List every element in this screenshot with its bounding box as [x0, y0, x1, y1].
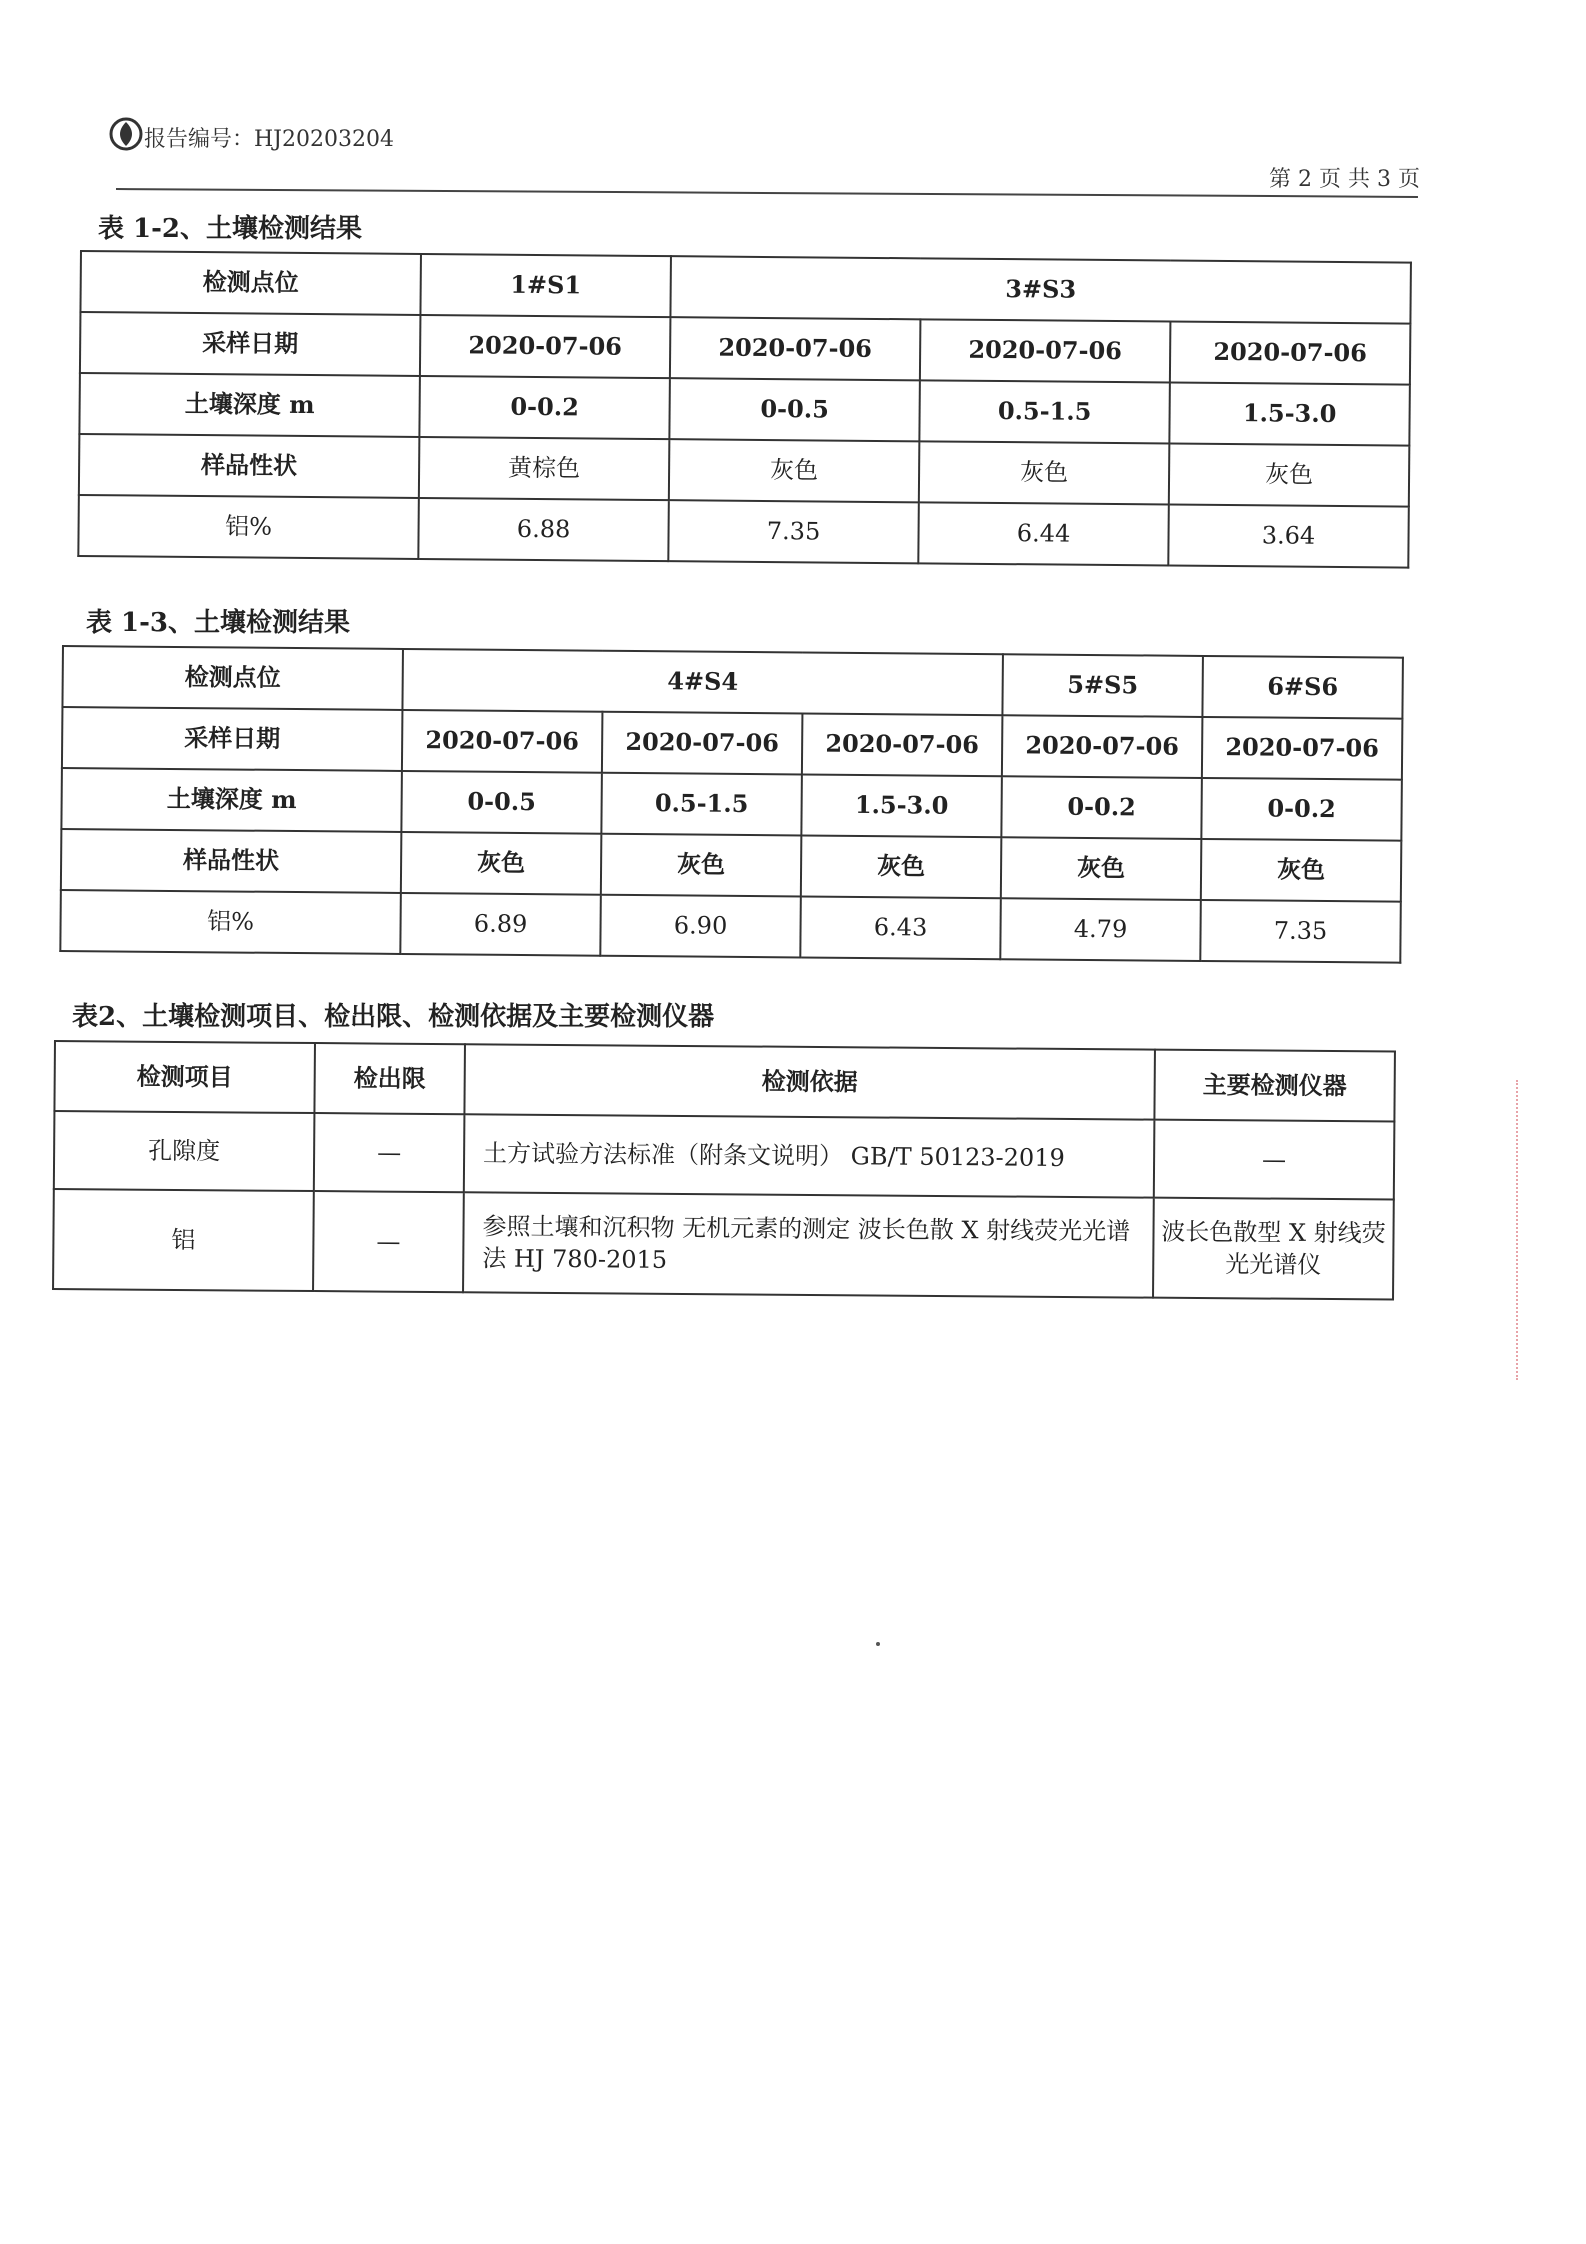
method-cell: 土方试验方法标准（附条文说明） GB/T 50123-2019 [464, 1114, 1155, 1197]
appearance-cell: 灰色 [801, 835, 1002, 898]
appearance-cell: 灰色 [1001, 837, 1202, 900]
row-label-site: 检测点位 [62, 646, 403, 710]
appearance-cell: 黄棕色 [419, 437, 670, 500]
date-cell: 2020-07-06 [1170, 322, 1411, 385]
instrument-cell: — [1154, 1120, 1395, 1200]
page-number: 第 2 页 共 3 页 [1269, 167, 1420, 192]
date-cell: 2020-07-06 [920, 319, 1171, 382]
row-label-appearance: 样品性状 [61, 829, 402, 893]
page-header [100, 112, 1420, 202]
table-row [80, 251, 1410, 324]
appearance-cell: 灰色 [1201, 839, 1402, 902]
header-limit: 检出限 [314, 1043, 465, 1114]
header-method: 检测依据 [464, 1044, 1155, 1119]
header-instrument: 主要检测仪器 [1154, 1050, 1395, 1122]
row-label-depth: 土壤深度 m [79, 373, 420, 437]
table-row [53, 1189, 1394, 1300]
table-row [60, 890, 1400, 963]
date-cell: 2020-07-06 [402, 710, 603, 773]
appearance-cell: 灰色 [919, 441, 1170, 504]
table-row [79, 434, 1409, 507]
table-row [79, 373, 1409, 446]
item-cell: 孔隙度 [54, 1111, 315, 1191]
appearance-cell: 灰色 [401, 832, 602, 895]
row-label-aluminum: 铝% [60, 890, 401, 954]
table-1-2-caption: 表 1-2、土壤检测结果 [98, 214, 363, 244]
instrument-cell: 波长色散型 X 射线荧光光谱仪 [1153, 1198, 1394, 1300]
depth-cell: 0-0.2 [419, 376, 670, 439]
aluminum-cell: 4.79 [1000, 898, 1201, 961]
limit-cell: — [313, 1191, 464, 1292]
date-cell: 2020-07-06 [1202, 717, 1403, 780]
date-cell: 2020-07-06 [802, 713, 1003, 776]
row-label-site: 检测点位 [80, 251, 421, 315]
header-divider [116, 188, 1418, 198]
table-1-2 [77, 250, 1412, 569]
table-row [78, 495, 1408, 568]
aluminum-cell: 3.64 [1168, 505, 1409, 568]
site-s1: 1#S1 [420, 254, 671, 317]
table-row [80, 312, 1410, 385]
aluminum-cell: 6.44 [918, 502, 1169, 565]
depth-cell: 0-0.2 [1201, 778, 1402, 841]
item-cell: 铝 [53, 1189, 314, 1291]
depth-cell: 0.5-1.5 [919, 380, 1170, 443]
report-number: 报告编号：HJ20203204 [144, 127, 394, 152]
table-header-row [54, 1041, 1395, 1122]
site-s6: 6#S6 [1202, 656, 1403, 719]
aluminum-cell: 7.35 [1200, 900, 1401, 963]
site-s3: 3#S3 [670, 256, 1411, 323]
table-row [54, 1111, 1395, 1200]
depth-cell: 1.5-3.0 [801, 774, 1002, 837]
scan-speck [876, 1642, 880, 1646]
aluminum-cell: 6.89 [400, 893, 601, 956]
appearance-cell: 灰色 [601, 834, 802, 897]
row-label-appearance: 样品性状 [79, 434, 420, 498]
date-cell: 2020-07-06 [420, 315, 671, 378]
row-label-date: 采样日期 [62, 707, 403, 771]
site-s5: 5#S5 [1002, 654, 1203, 717]
date-cell: 2020-07-06 [670, 317, 921, 380]
table-2-caption: 表2、土壤检测项目、检出限、检测依据及主要检测仪器 [72, 1002, 715, 1032]
table-2 [52, 1040, 1396, 1301]
depth-cell: 0.5-1.5 [601, 773, 802, 836]
depth-cell: 1.5-3.0 [1169, 383, 1410, 446]
site-s4: 4#S4 [402, 649, 1003, 715]
row-label-aluminum: 铝% [78, 495, 419, 559]
appearance-cell: 灰色 [669, 439, 920, 502]
aluminum-cell: 6.43 [800, 896, 1001, 959]
aluminum-cell: 6.90 [600, 895, 801, 958]
row-label-depth: 土壤深度 m [61, 768, 402, 832]
depth-cell: 0-0.5 [669, 378, 920, 441]
date-cell: 2020-07-06 [602, 712, 803, 775]
aluminum-cell: 7.35 [668, 500, 919, 563]
seal-edge-mark [1510, 1080, 1518, 1380]
row-label-date: 采样日期 [80, 312, 421, 376]
depth-cell: 0-0.2 [1001, 776, 1202, 839]
company-logo-icon [108, 116, 144, 152]
table-1-3 [59, 645, 1404, 964]
depth-cell: 0-0.5 [401, 771, 602, 834]
appearance-cell: 灰色 [1169, 444, 1410, 507]
header-item: 检测项目 [54, 1041, 315, 1113]
date-cell: 2020-07-06 [1002, 715, 1203, 778]
method-cell: 参照土壤和沉积物 无机元素的测定 波长色散 X 射线荧光光谱法 HJ 780-2015 [463, 1192, 1154, 1297]
aluminum-cell: 6.88 [418, 498, 669, 561]
table-1-3-caption: 表 1-3、土壤检测结果 [86, 608, 351, 638]
limit-cell: — [314, 1113, 465, 1192]
